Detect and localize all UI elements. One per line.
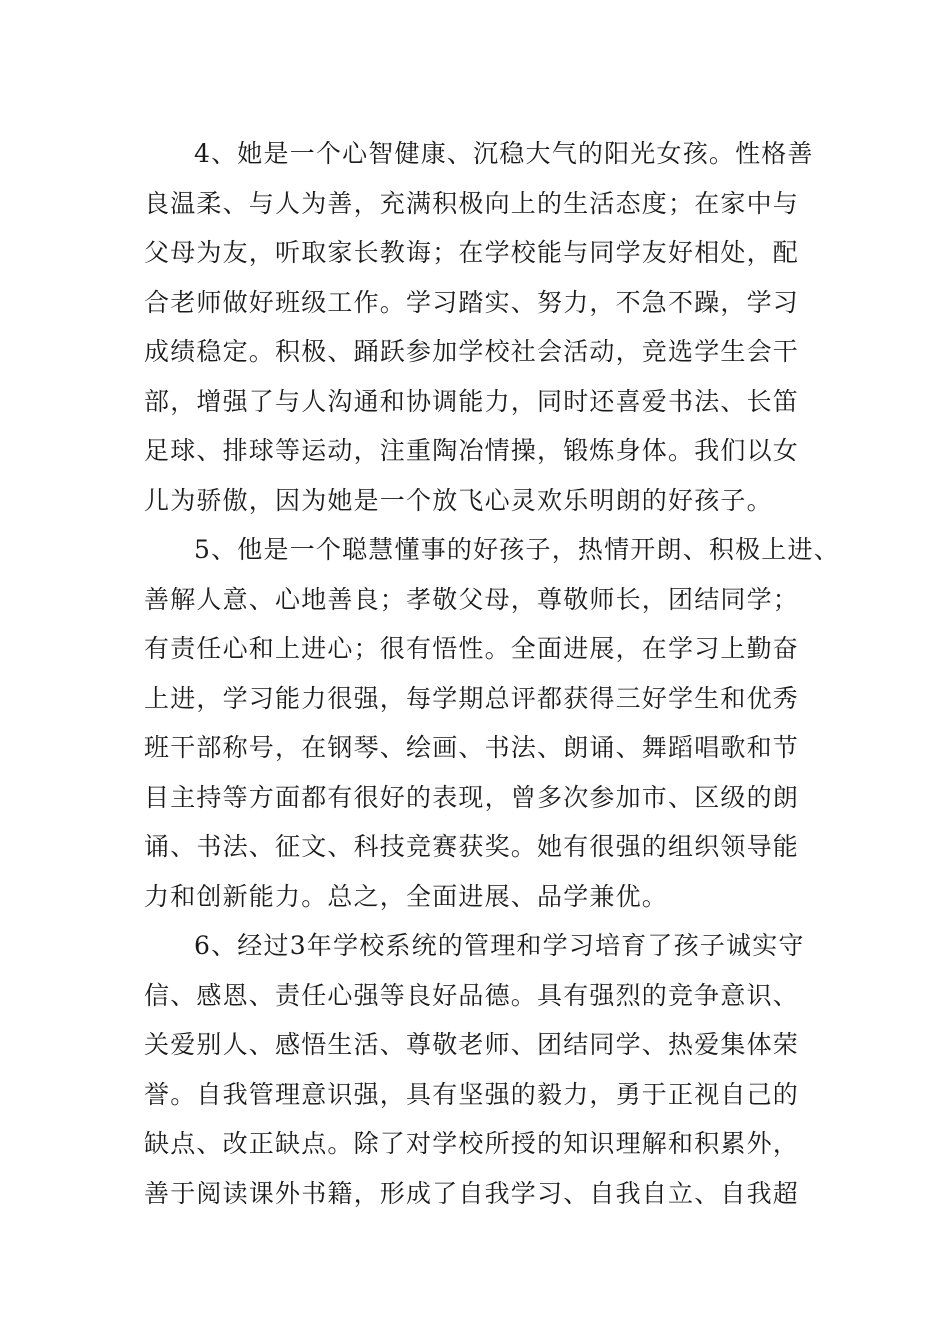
paragraph-line: 有责任心和上进心；很有悟性。全面进展，在学习上勤奋 — [144, 634, 800, 663]
paragraph-line: 信、感恩、责任心强等良好品德。具有强烈的竞争意识、 — [144, 980, 800, 1010]
paragraph-line: 成绩稳定。积极、踊跃参加学校社会活动，竞选学生会干 — [144, 337, 800, 366]
paragraph-line: 誉。自我管理意识强，具有坚强的毅力，勇于正视自己的 — [144, 1079, 800, 1109]
paragraph-line: 儿为骄傲，因为她是一个放飞心灵欢乐明朗的好孩子。 — [144, 485, 773, 515]
paragraph-line: 善于阅读课外书籍，形成了自我学习、自我自立、自我超 — [144, 1178, 800, 1208]
paragraph-line: 善解人意、心地善良；孝敬父母，尊敬师长，团结同学； — [144, 584, 800, 614]
paragraph-line: 目主持等方面都有很好的表现，曾多次参加市、区级的朗 — [144, 782, 800, 812]
paragraph-line: 4、她是一个心智健康、沉稳大气的阳光女孩。性格善 — [194, 139, 814, 168]
paragraph-line: 关爱别人、感悟生活、尊敬老师、团结同学、热爱集体荣 — [144, 1030, 800, 1059]
paragraph-4 — [144, 129, 814, 525]
paragraph-line: 缺点、改正缺点。除了对学校所授的知识理解和积累外， — [144, 1129, 800, 1158]
paragraph-5 — [144, 525, 840, 921]
paragraph-line: 力和创新能力。总之，全面进展、品学兼优。 — [144, 881, 669, 911]
paragraph-line: 诵、书法、征文、科技竞赛获奖。她有很强的组织领导能 — [144, 832, 800, 861]
paragraph-line: 合老师做好班级工作。学习踏实、努力，不急不躁，学习 — [144, 287, 800, 317]
paragraph-line: 班干部称号，在钢琴、绘画、书法、朗诵、舞蹈唱歌和节 — [144, 733, 800, 762]
paragraph-line: 上进，学习能力很强，每学期总评都获得三好学生和优秀 — [144, 683, 800, 713]
paragraph-6 — [144, 921, 814, 1218]
paragraph-line: 5、他是一个聪慧懂事的好孩子，热情开朗、积极上进、 — [194, 535, 840, 564]
document-body — [144, 129, 840, 1218]
paragraph-line: 6、经过3年学校系统的管理和学习培育了孩子诚实守 — [194, 931, 805, 960]
paragraph-line: 父母为友，听取家长教诲；在学校能与同学友好相处，配 — [144, 238, 800, 267]
paragraph-line: 部，增强了与人沟通和协调能力，同时还喜爱书法、长笛 — [144, 386, 800, 416]
paragraph-line: 足球、排球等运动，注重陶冶情操，锻炼身体。我们以女 — [144, 436, 800, 465]
paragraph-line: 良温柔、与人为善，充满积极向上的生活态度；在家中与 — [144, 188, 800, 218]
